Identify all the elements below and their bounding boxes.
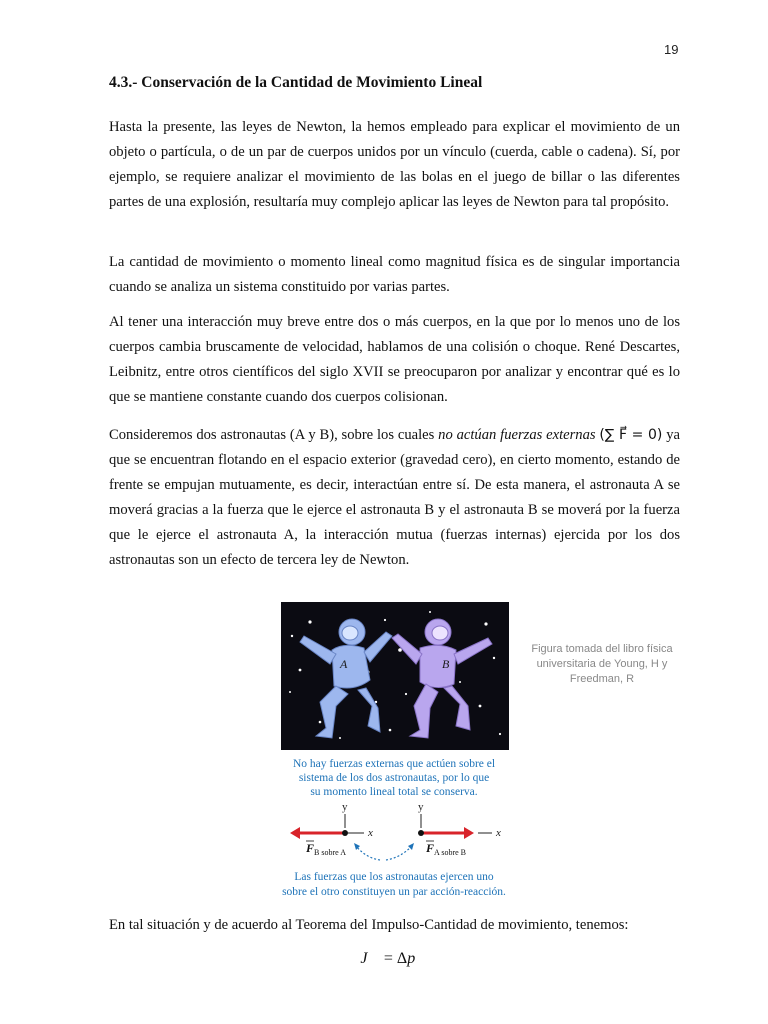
closing-paragraph: En tal situación y de acuerdo al Teorema del Impulso-Cantidad de movimiento, tenemos: [109,917,629,933]
force-arrowhead-a [290,827,300,839]
astronauts-figure [280,602,510,904]
fig-top-text-2: sistema de los dos astronautas, por lo que [298,772,490,784]
p4-rest: ya que se encuentran flotando en el espacio exterior (gravedad cero), en cierto momento, estando de frente se empujan mutuamente, es decir, interactúan entre sí. De esta manera, el astronauta A se moverá gracias a la fuerza que le ejerce el astronauta B y el astronauta B se moverá por la fuerza que le ejerce el astronauta A, la interacción mutua (fuerzas internas) ejercida por los dos astronautas son un efecto de tercera ley de Newton. [109,427,680,568]
point-a [342,830,348,836]
action-reaction-arrow-left [356,846,380,860]
equation-lhs: J⃗ [360,950,380,967]
fig-top-text-3: su momento lineal total se conserva. [310,786,478,798]
force-a-main: F [306,841,315,855]
equation-op: = Δ [379,950,408,967]
p4-italic: no actúan fuerzas externas [438,427,596,443]
paragraph-intro: Hasta la presente, las leyes de Newton, la hemos empleado para explicar el movimiento de un objeto o partícula, o de un par de cuerpos unidos por un vínculo (cuerda, cable o cadena). Sí, por ejemplo, se requiere analizar el movimiento de las bolas en el juego de billar o las diferentes partes de una explosión, resultaría muy complejo aplicar las leyes de Newton para tal propósito. [109,119,680,210]
equation-rhs: p⃗ [407,950,428,967]
label-a: A [340,657,348,671]
fig-top-text-1: No hay fuerzas externas que actúen sobre el [292,758,496,770]
action-reaction-arrow-right [386,846,412,860]
page-number: 19 [664,42,679,57]
axis-y-a: y [342,801,348,813]
force-arrowhead-b [464,827,474,839]
force-b-main: F [426,841,435,855]
force-a-sub: B sobre A [314,848,346,857]
paragraph-momentum: La cantidad de movimiento o momento lineal como magnitud física es de singular importancia cuando se analiza un sistema constituido por varias partes. [109,254,680,295]
figure-caption: Figura tomada del libro física universitaria de Young, H y Freedman, R [531,643,673,685]
impulse-equation [0,950,768,968]
label-b: B [442,657,450,671]
axis-x-b: x [496,827,501,839]
section-title: 4.3.- Conservación de la Cantidad de Movimiento Lineal [109,74,483,91]
fig-bottom-text-1: Las fuerzas que los astronautas ejercen uno [294,871,494,883]
paragraph-collision: Al tener una interacción muy breve entre dos o más cuerpos, en la que por lo menos uno de los cuerpos cambia bruscamente de velocidad, hablamos de una colisión o choque. René Descartes, Leibnitz, entre otros científicos del siglo XVII se preocuparon por analizar y encontrar qué es lo que se mantiene constante cuando dos cuerpos colisionan. [109,314,680,405]
axis-y-b: y [418,801,424,813]
p4-start: Consideremos dos astronautas (A y B), sobre los cuales [109,427,439,443]
axis-x-a: x [368,827,373,839]
p4-math: (∑ F⃗ = 0) [599,427,663,443]
point-b [418,830,424,836]
fig-bottom-text-2: sobre el otro constituyen un par acción-reacción. [282,886,506,898]
force-b-sub: A sobre B [434,848,466,857]
space-background [281,602,509,750]
paragraph-astronauts [109,423,680,573]
